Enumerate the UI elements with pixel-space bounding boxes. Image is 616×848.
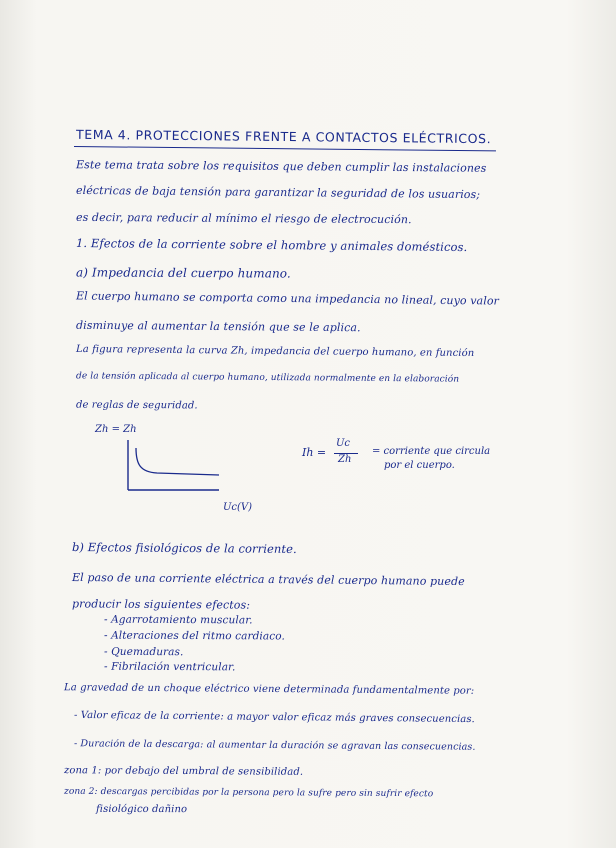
- text-line-9: de la tensión aplicada al cuerpo humano, utilizada normalmente en la elaboración: [75, 371, 460, 385]
- section-heading-1: 1. Efectos de la corriente sobre el hombre y animales domésticos.: [75, 235, 468, 255]
- graph-x-label: Uc(V): [223, 502, 253, 513]
- bullet-line-1: - Valor eficaz de la corriente: a mayor valor eficaz más graves consecuencias.: [73, 709, 475, 726]
- text-line-7: disminuye al aumentar la tensión que se le aplica.: [75, 318, 361, 335]
- formula-note-2: por el cuerpo.: [384, 460, 455, 471]
- subsection-heading-b: b) Efectos fisiológicos de la corriente.: [71, 540, 297, 556]
- subsection-heading-a: a) Impedancia del cuerpo humano.: [75, 265, 291, 281]
- formula-lhs: Ih =: [302, 446, 327, 459]
- text-line-6: El cuerpo humano se comporta como una impedancia no lineal, cuyo valor: [75, 289, 500, 308]
- text-line-12: El paso de una corriente eléctrica a través del cuerpo humano puede: [71, 570, 465, 589]
- text-line-10: de reglas de seguridad.: [75, 399, 198, 412]
- formula-note-1: = corriente que circula: [372, 446, 491, 457]
- list-item-4: - Fibrilación ventricular.: [103, 660, 236, 674]
- list-item-2: - Alteraciones del ritmo cardiaco.: [103, 629, 285, 643]
- text-line-3: es decir, para reducir al mínimo el riesgo de electrocución.: [75, 210, 412, 227]
- list-item-1: - Agarrotamiento muscular.: [103, 613, 253, 627]
- zone-2-line: zona 2: descargas percibidas por la persona pero la sufre pero sin sufrir efecto: [63, 786, 434, 800]
- text-line-8: La figura representa la curva Zh, impedancia del cuerpo humano, en función: [75, 343, 475, 360]
- title-underline: [74, 146, 496, 151]
- zone-2-line-cont: fisiológico dañino: [95, 803, 188, 816]
- impedance-curve: [136, 448, 219, 475]
- bullet-line-2: - Duración de la descarga: al aumentar la duración se agravan las consecuencias.: [73, 738, 476, 753]
- text-line-1: Este tema trata sobre los requisitos que deben cumplir las instalaciones: [75, 158, 487, 175]
- formula-denominator: Zh: [338, 454, 352, 465]
- formula-numerator: Uc: [336, 438, 351, 449]
- formula-fraction: [302, 440, 382, 480]
- impedance-curve-graph: [95, 420, 253, 520]
- zone-1-line: zona 1: por debajo del umbral de sensibilidad.: [63, 765, 304, 778]
- text-line-2: eléctricas de baja tensión para garantizar la seguridad de los usuarios;: [75, 183, 481, 202]
- text-line-18: La gravedad de un choque eléctrico viene determinada fundamentalmente por:: [63, 682, 475, 697]
- text-line-13: producir los siguientes efectos:: [71, 597, 251, 612]
- graph-y-label: Zh = Zh: [95, 424, 137, 435]
- list-item-3: - Quemaduras.: [103, 645, 184, 659]
- page-title: TEMA 4. PROTECCIONES FRENTE A CONTACTOS ELÉCTRICOS.: [75, 126, 492, 147]
